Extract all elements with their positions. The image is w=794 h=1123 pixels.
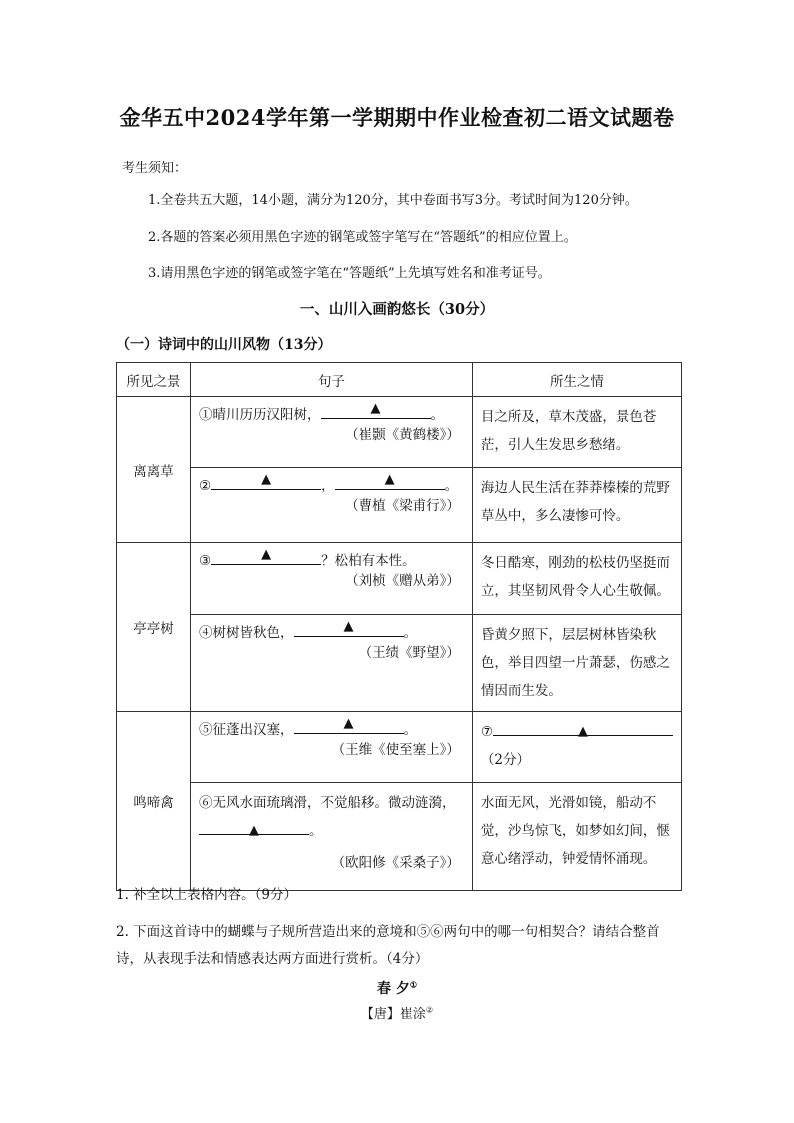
sentence-cell: ③ ▲ ？松柏有本性。 （刘桢《赠从弟》） [191, 543, 473, 615]
table-row [117, 712, 682, 783]
header-sentence: 句子 [191, 363, 473, 397]
footnote-marker: ② [425, 1005, 434, 1015]
answer-blank[interactable]: ▲ [211, 476, 321, 490]
feeling-cell: 目之所及，草木茂盛，景色苍茫，引人生发思乡愁绪。 [472, 397, 681, 468]
notice-heading: 考生须知： [122, 161, 188, 176]
table-row [117, 468, 682, 543]
feeling-cell: 昏黄夕照下，层层树林皆染秋色，举目四望一片萧瑟，伤感之情因而生发。 [472, 615, 681, 712]
page-title: 金华五中2024学年第一学期期中作业检查初二语文试题卷 [119, 105, 675, 130]
table-row [117, 615, 682, 712]
score-note: （2分） [480, 752, 530, 768]
source-citation: （刘桢《赠从弟》） [345, 573, 460, 589]
sentence-cell: ①晴川历历汉阳树， ▲ 。 （崔颢《黄鹤楼》） [191, 397, 473, 468]
feeling-cell: ⑦ ▲ （2分） [472, 712, 681, 783]
subsection-title: （一）诗词中的山川风物（13分） [116, 337, 332, 353]
source-citation: （王绩《野望》） [358, 645, 460, 661]
answer-blank[interactable]: ▲ [493, 722, 673, 736]
answer-blank[interactable]: ▲ [294, 623, 404, 637]
feeling-cell: 冬日酷寒，刚劲的松枝仍坚挺而立，其坚韧风骨令人心生敬佩。 [472, 543, 681, 615]
scene-cell: 离离草 [117, 397, 191, 543]
sentence-cell: ⑥无风水面琉璃滑，不觉船移。微动涟漪， ▲ 。 （欧阳修《采桑子》） [191, 783, 473, 891]
sentence-cell: ⑤征蓬出汉塞， ▲ 。 （王维《使至塞上》） [191, 712, 473, 783]
section-title: 一、山川入画韵悠长（30分） [299, 301, 495, 318]
notice-item: 3.请用黑色字迹的钢笔或签字笔在“答题纸”上先填写姓名和准考证号。 [148, 266, 551, 281]
source-citation: （崔颢《黄鹤楼》） [345, 427, 460, 443]
answer-blank[interactable]: ▲ [321, 405, 431, 419]
feeling-cell: 海边人民生活在莽莽榛榛的荒野草丛中，多么凄惨可怜。 [472, 468, 681, 543]
question-2: 2. 下面这首诗中的蝴蝶与子规所营造出来的意境和⑤⑥两句中的哪一句相契合？请结合整首诗，从表现手法和情感表达两方面进行赏析。（4分） [116, 924, 660, 967]
table-header-row [117, 363, 682, 397]
answer-blank[interactable]: ▲ [211, 551, 321, 565]
source-citation: （欧阳修《采桑子》） [331, 855, 460, 871]
poetry-table [116, 362, 682, 891]
header-feeling: 所生之情 [472, 363, 681, 397]
scene-cell: 鸣啼禽 [117, 712, 191, 891]
table-row [117, 543, 682, 615]
table-row [117, 397, 682, 468]
poem-author: 【唐】崔涂② [360, 1005, 434, 1022]
header-scene: 所见之景 [117, 363, 191, 397]
notice-item: 1.全卷共五大题，14小题，满分为120分，其中卷面书写3分。考试时间为120分钟。 [148, 193, 638, 208]
source-citation: （曹植《梁甫行》） [345, 498, 460, 514]
answer-blank[interactable]: ▲ [335, 476, 445, 490]
answer-blank[interactable]: ▲ [199, 821, 309, 835]
poem-title: 春 夕① [376, 979, 418, 997]
answer-blank[interactable]: ▲ [294, 720, 404, 734]
notice-item: 2.各题的答案必须用黑色字迹的钢笔或签字笔写在“答题纸”的相应位置上。 [148, 230, 577, 245]
sentence-cell: ④树树皆秋色， ▲ 。 （王绩《野望》） [191, 615, 473, 712]
source-citation: （王维《使至塞上》） [331, 742, 460, 758]
feeling-cell: 水面无风，光滑如镜，船动不觉，沙鸟惊飞，如梦如幻间，惬意心绪浮动，钟爱情怀涌现。 [472, 783, 681, 891]
table-row [117, 783, 682, 891]
footnote-marker: ① [409, 979, 418, 990]
sentence-cell: ② ▲ ， ▲ 。 （曹植《梁甫行》） [191, 468, 473, 543]
question-1: 1. 补全以上表格内容。（9分） [116, 887, 298, 903]
scene-cell: 亭亭树 [117, 543, 191, 712]
